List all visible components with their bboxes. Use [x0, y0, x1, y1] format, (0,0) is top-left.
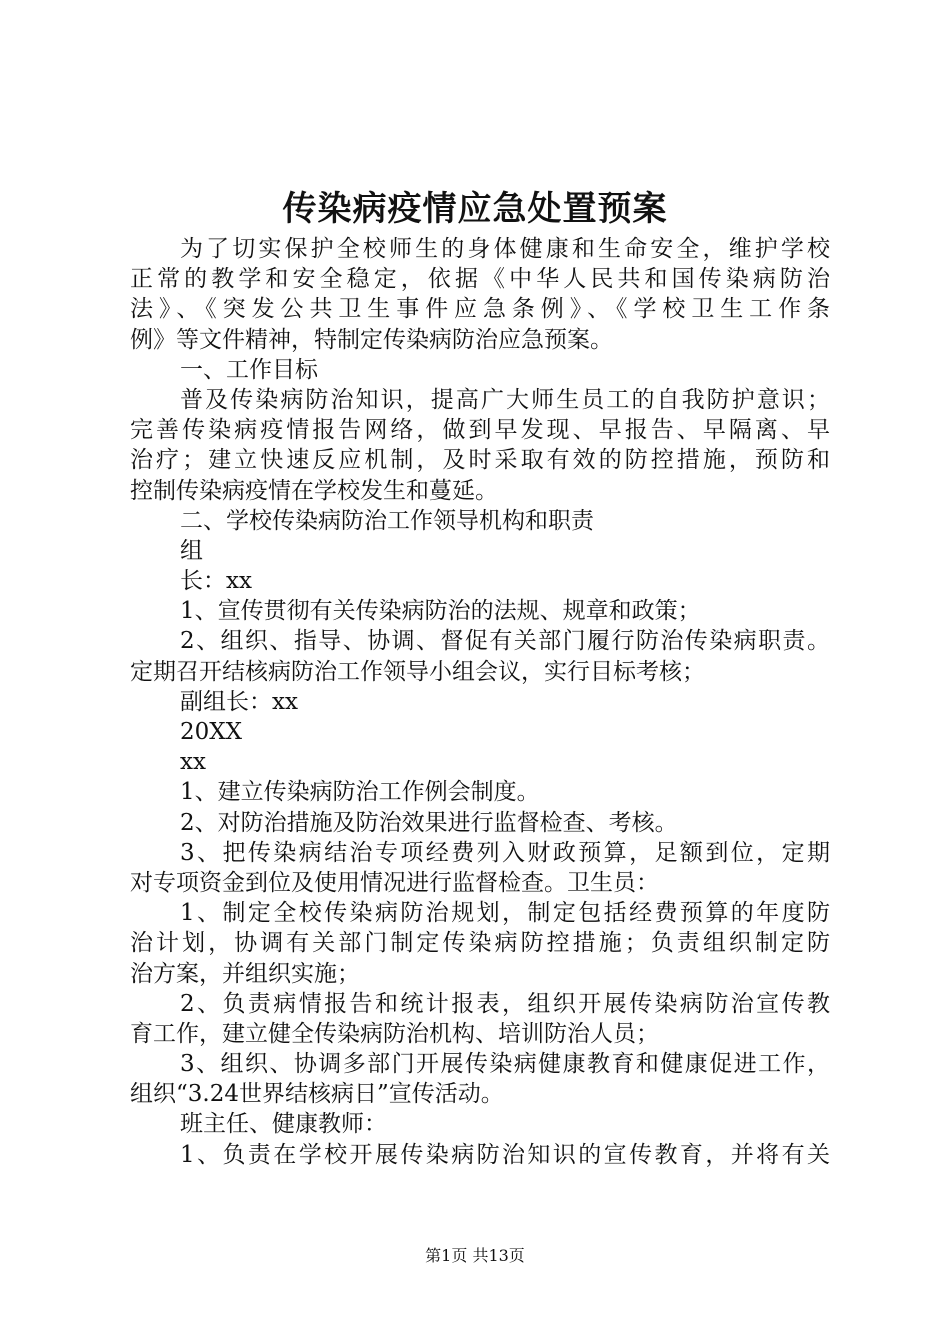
- body-line: 2、对防治措施及防治效果进行监督检查、考核。: [180, 809, 678, 836]
- body-line: 班主任、健康教师：: [180, 1111, 387, 1138]
- document-title: 传染病疫情应急处置预案: [282, 189, 668, 229]
- section-heading: 一、工作目标: [180, 356, 318, 383]
- body-line: 组织“3.24世界结核病日”宣传活动。: [130, 1081, 504, 1108]
- body-line: 20XX: [180, 719, 243, 745]
- document-body: [130, 234, 830, 1170]
- body-line: 治方案，并组织实施；: [130, 960, 360, 987]
- body-line: 控制传染病疫情在学校发生和蔓延。: [130, 477, 498, 504]
- body-line: 2、组织、指导、协调、督促有关部门履行防治传染病职责。: [180, 628, 830, 655]
- body-line: xx: [180, 749, 206, 776]
- body-line: 3、组织、协调多部门开展传染病健康教育和健康促进工作，: [180, 1051, 830, 1078]
- body-line: 1、负责在学校开展传染病防治知识的宣传教育，并将有关: [180, 1141, 830, 1168]
- body-line: 1、制定全校传染病防治规划，制定包括经费预算的年度防: [180, 900, 830, 927]
- body-line: 普及传染病防治知识，提高广大师生员工的自我防护意识；: [180, 386, 830, 413]
- body-line: 为了切实保护全校师生的身体健康和生命安全，维护学校: [180, 236, 830, 262]
- body-line: 3、把传染病结治专项经费列入财政预算，足额到位，定期: [180, 839, 830, 866]
- body-line: 治疗；建立快速反应机制，及时采取有效的防控措施，预防和: [130, 447, 830, 474]
- body-line: 育工作，建立健全传染病防治机构、培训防治人员；: [130, 1020, 659, 1047]
- body-line: 定期召开结核病防治工作领导小组会议，实行目标考核；: [130, 658, 705, 685]
- body-line: 对专项资金到位及使用情况进行监督检查。卫生员：: [130, 869, 659, 896]
- body-line: 完善传染病疫情报告网络，做到早发现、早报告、早隔离、早: [130, 417, 830, 444]
- section-heading: 二、学校传染病防治工作领导机构和职责: [180, 507, 594, 534]
- body-line: 组: [180, 537, 203, 564]
- body-line: 治计划，协调有关部门制定传染病防控措施；负责组织制定防: [130, 930, 830, 957]
- body-line: 1、宣传贯彻有关传染病防治的法规、规章和政策；: [180, 598, 701, 625]
- body-line: 副组长：xx: [180, 688, 298, 715]
- body-line: 长：xx: [180, 568, 252, 595]
- body-line: 1、建立传染病防治工作例会制度。: [180, 779, 540, 806]
- body-line: 正常的教学和安全稳定，依据《中华人民共和国传染病防治: [130, 266, 830, 293]
- body-line: 2、负责病情报告和统计报表，组织开展传染病防治宣传教: [180, 990, 830, 1017]
- body-line: 例》等文件精神，特制定传染病防治应急预案。: [130, 326, 613, 353]
- body-line: 法》、《突发公共卫生事件应急条例》、《学校卫生工作条: [130, 296, 830, 323]
- page-footer: 第1页 共13页: [425, 1246, 525, 1265]
